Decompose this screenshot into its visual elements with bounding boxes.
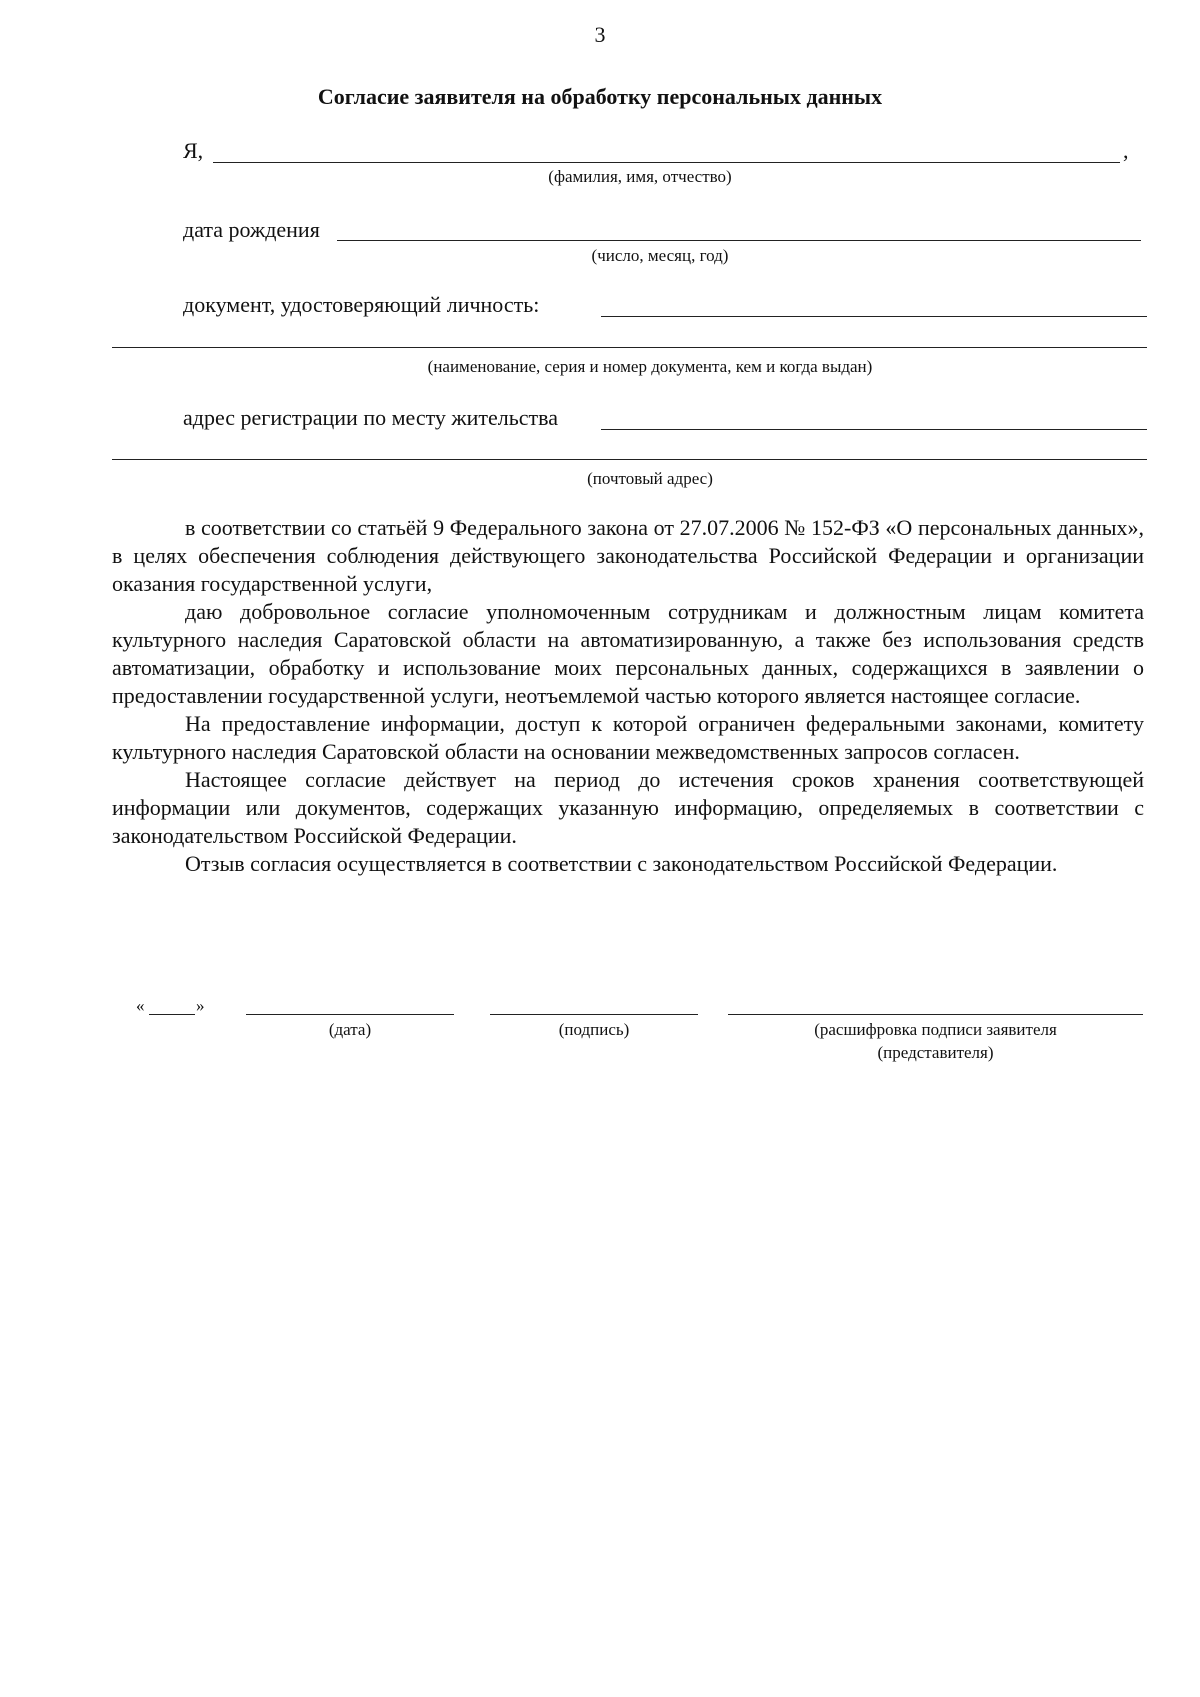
identity-document-field-line2[interactable]	[112, 347, 1147, 348]
day-field[interactable]	[149, 1014, 195, 1015]
registration-address-field-line2[interactable]	[112, 459, 1147, 460]
page-number: 3	[594, 22, 606, 47]
signature-decoding-hint-line2: (представителя)	[877, 1043, 994, 1062]
paragraph-legal-basis: в соответствии со статьёй 9 Федерального закона от 27.07.2006 № 152-ФЗ «О персональных данных», в целях обеспечения соблюдения действующего законодательства Российской Федерации и организации оказания государственной услуги,	[112, 515, 1144, 596]
paragraph-validity-period: Настоящее согласие действует на период до истечения сроков хранения соответствующей информации или документов, содержащих указанную информацию, определяемых в соответствии с законодательством Российской Федерации.	[112, 767, 1144, 848]
birth-date-field[interactable]	[337, 240, 1141, 241]
name-field[interactable]	[213, 162, 1120, 163]
consent-body	[112, 514, 1144, 878]
name-field-hint: (фамилия, имя, отчество)	[548, 167, 732, 186]
day-quote-close: »	[196, 996, 205, 1015]
date-field[interactable]	[246, 1014, 454, 1015]
identity-document-field[interactable]	[601, 316, 1147, 317]
paragraph-consent: даю добровольное согласие уполномоченным сотрудникам и должностным лицам комитета культурного наследия Саратовской области на автоматизированную, а также без использования средств автоматизации, обработку и использование моих персональных данных, содержащихся в заявлении о предоставлении государственной услуги, неотъемлемой частью которого является настоящее согласие.	[112, 599, 1144, 708]
name-field-comma: ,	[1123, 138, 1129, 163]
page-title: Согласие заявителя на обработку персональных данных	[317, 84, 883, 109]
name-field-label: Я,	[183, 138, 204, 163]
paragraph-information-access: На предоставление информации, доступ к которой ограничен федеральными законами, комитету культурного наследия Саратовской области на основании межведомственных запросов согласен.	[112, 711, 1144, 764]
identity-document-label: документ, удостоверяющий личность:	[183, 292, 540, 317]
date-hint: (дата)	[328, 1020, 372, 1039]
signature-field[interactable]	[490, 1014, 698, 1015]
signature-decoding-hint-line1: (расшифровка подписи заявителя	[814, 1020, 1057, 1039]
day-quote-open: «	[136, 996, 145, 1015]
identity-document-hint: (наименование, серия и номер документа, кем и когда выдан)	[427, 357, 873, 376]
registration-address-hint: (почтовый адрес)	[587, 469, 713, 488]
signature-hint: (подпись)	[558, 1020, 630, 1039]
paragraph-revocation: Отзыв согласия осуществляется в соответствии с законодательством Российской Федерации.	[185, 851, 1058, 876]
birth-date-label: дата рождения	[183, 217, 320, 242]
registration-address-field[interactable]	[601, 429, 1147, 430]
registration-address-label: адрес регистрации по месту жительства	[183, 405, 559, 430]
birth-date-hint: (число, месяц, год)	[591, 246, 729, 265]
signature-decoding-field[interactable]	[728, 1014, 1143, 1015]
